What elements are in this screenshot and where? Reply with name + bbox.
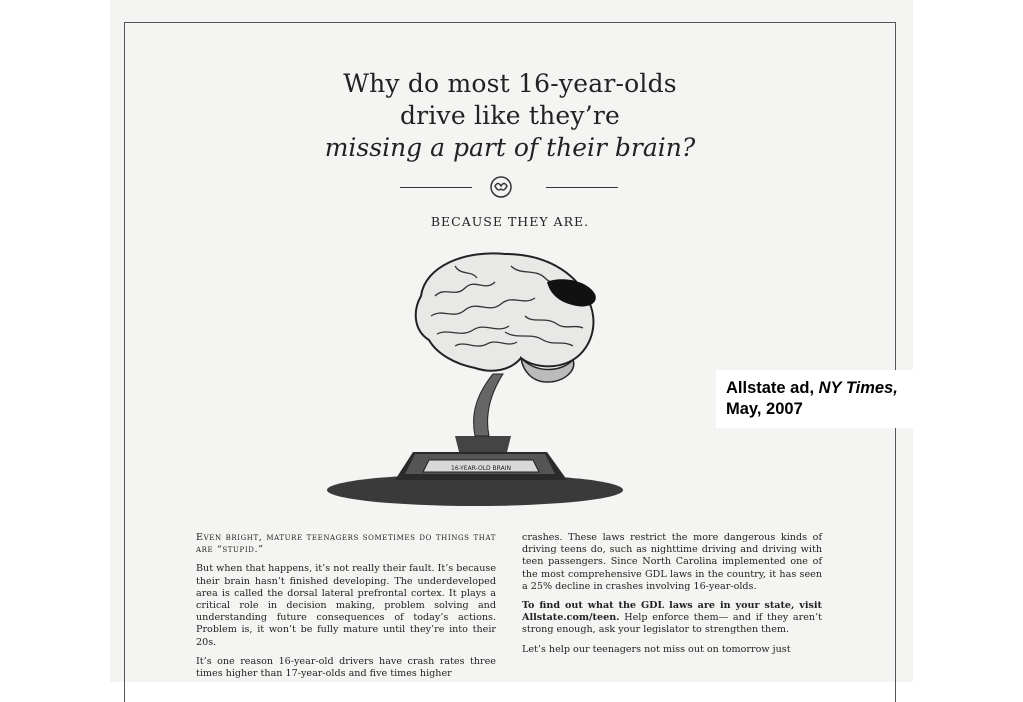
headline	[270, 68, 750, 164]
body-column-left	[196, 532, 496, 687]
caption-source: NY Times,	[818, 379, 898, 397]
paragraph-2: It’s one reason 16-year-old drivers have crash rates three times higher than 17-year-olds and five times higher	[196, 655, 496, 680]
divider-left	[400, 187, 472, 188]
trophy-cup	[455, 436, 511, 452]
caption-prefix: Allstate ad,	[726, 379, 819, 397]
brain-shape	[416, 253, 594, 370]
paragraph-4-bold: To find out what the GDL laws are in your state, visit Allstate.com/teen.	[522, 600, 822, 624]
body-column-right	[522, 532, 822, 663]
subhead: BECAUSE THEY ARE.	[430, 214, 590, 229]
headline-line-1: Why do most 16-year-olds	[343, 69, 677, 98]
allstate-hands-logo-icon	[490, 176, 512, 198]
paragraph-5: Let’s help our teenagers not miss out on tomorrow just	[522, 643, 791, 655]
lead-text: Even bright, mature teenagers sometimes do things that are “stupid.”	[196, 532, 496, 556]
paragraph-4	[522, 600, 822, 637]
headline-line-3: missing a part of their brain?	[324, 133, 696, 162]
paragraph-3: crashes. These laws restrict the more dangerous kinds of driving teens do, such as nighttime driving and driving with teen passengers. Since North Carolina implemented one of the most comprehensive GDL laws in the country, it has seen a 25% decline in crashes involving 16-year-olds.	[522, 532, 822, 592]
brain-trophy-illustration	[325, 236, 637, 512]
paragraph-1: But when that happens, it’s not really their fault. It’s because their brain hasn’t finished developing. The underdeveloped area is called the dorsal lateral prefrontal cortex. It plays a critical role in decision making, problem solving and understanding future consequences of today’s actions. Problem is, it won’t be fully mature until they’re into their 20s.	[196, 563, 496, 648]
trophy-plaque-text: 16-YEAR-OLD BRAIN	[451, 465, 511, 472]
divider-right	[546, 187, 618, 188]
caption-date: May, 2007	[726, 400, 803, 418]
trophy-stem	[474, 374, 503, 436]
source-caption	[716, 370, 914, 428]
paragraph-4-rest: Help enforce them— and if they aren’t strong enough, ask your legislator to strengthen them.	[522, 612, 822, 636]
headline-line-2: drive like they’re	[399, 101, 621, 130]
